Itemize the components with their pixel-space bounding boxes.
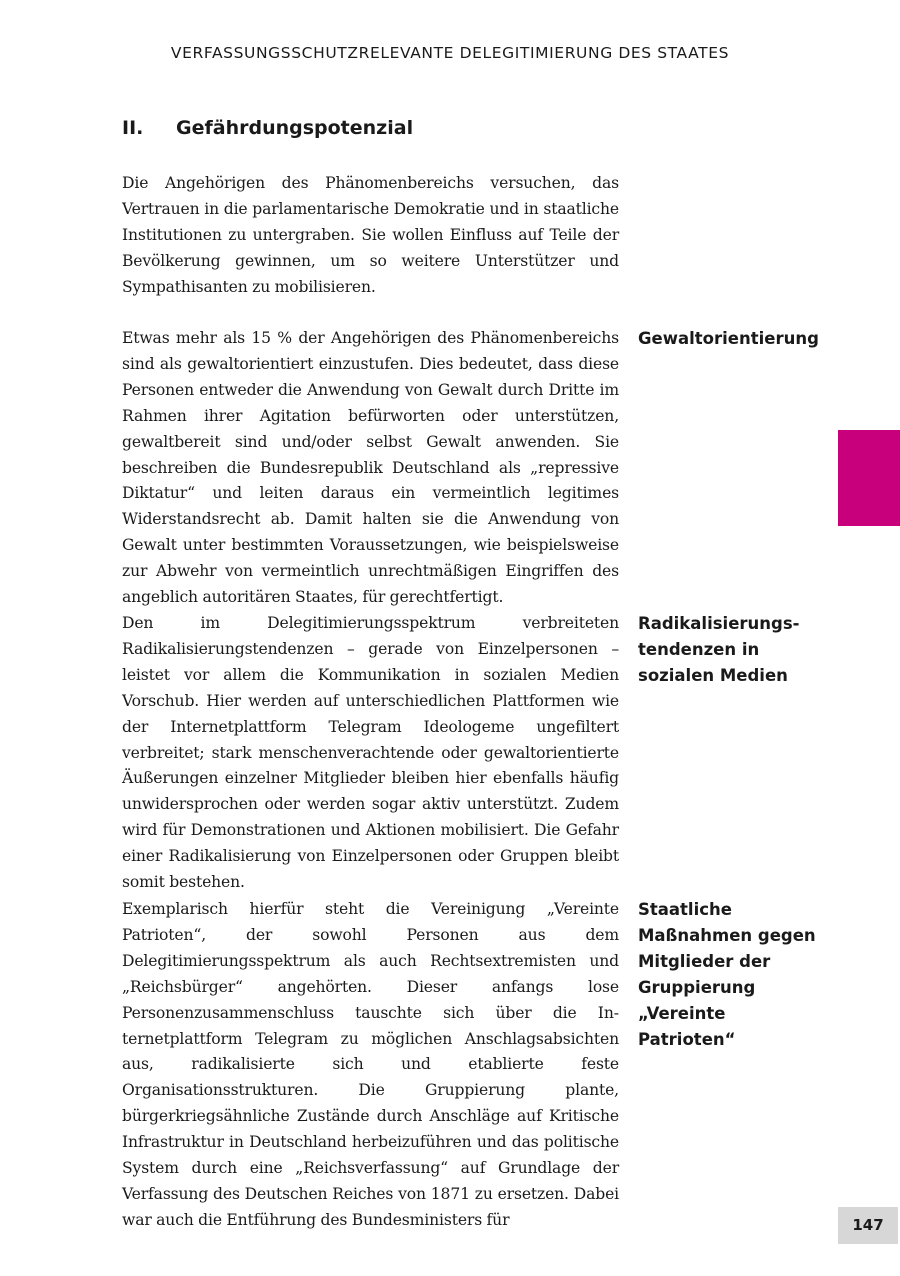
chapter-tab-marker: [838, 430, 900, 526]
running-head: VERFASSUNGSSCHUTZRELEVANTE DELEGITIMIERUNG DES STAATES: [170, 44, 730, 62]
section-title: Gefährdungspotenzial: [176, 117, 414, 139]
paragraph-vereinte-patrioten: Exemplarisch hierfür steht die Vereinigung „Vereinte Patrioten“, der sowohl Personen aus dem Delegitimierungsspektrum als auch Rechtsextremisten und „Reichsbürger“ angehörten. Dieser anfangs lose Personenzusammenschluss tauschte sich über die Internetplattform Telegram zu möglichen Anschlagsabsichten aus, radikalisierte sich und etablierte feste Organisationsstrukturen. Die Gruppierung plante, bürgerkriegsähnliche Zustände durch Anschläge auf Kritische Infrastruktur in Deutschland herbeizuführen und das politische System durch eine „Reichsverfassung“ auf Grundlage der Verfassung des Deutschen Reiches von 1871 zu ersetzen. Dabei war auch die Entführung des Bundesministers für: [122, 900, 619, 1229]
section-heading: [122, 117, 413, 139]
paragraph-gewaltorientierung: Etwas mehr als 15 % der Angehörigen des Phänomenbereichs sind als gewaltorientiert einzustufen. Dies bedeutet, dass diese Personen entweder die Anwendung von Gewalt durch Dritte im Rahmen ihrer Agitation befürworten oder unterstützen, gewaltbereit sind und/oder selbst Gewalt anwenden. Sie beschreiben die Bundesrepublik Deutschland als „repressive Diktatur“ und leiten daraus ein vermeintlich legitimes Widerstandsrecht ab. Damit halten sie die Anwendung von Gewalt unter bestimmten Voraussetzungen, wie beispielsweise zur Abwehr von vermeintlich unrechtmäßigen Eingriffen des angeblich autoritären Staates, für gerechtfertigt.: [122, 329, 619, 607]
margin-note-staatliche-massnahmen: Staatliche Maßnahmen gegen Mitglieder der Gruppierung „Vereinte Patrioten“: [638, 900, 816, 1049]
paragraph-radikalisierung: Den im Delegitimierungsspektrum verbreiteten Radikalisierungstendenzen – gerade von Einzelpersonen – leistet vor allem die Kommunikation in sozialen Medien Vorschub. Hier werden auf unterschiedlichen Plattformen wie der Internetplattform Telegram Ideologeme ungefiltert verbreitet; stark menschenverachtende oder gewaltorientierte Äußerungen einzelner Mitglieder bleiben hier ebenfalls häufig unwidersprochen oder werden sogar aktiv unterstützt. Zudem wird für Demonstrationen und Aktionen mobilisiert. Die Gefahr einer Radikalisierung von Einzelpersonen oder Gruppen bleibt somit bestehen.: [122, 614, 619, 892]
section-number: II.: [122, 117, 144, 139]
margin-note-gewaltorientierung: Gewaltorientierung: [638, 329, 819, 348]
paragraph-intro: Die Angehörigen des Phänomenbereichs versuchen, das Vertrauen in die parlamentarische Demokratie und in staatliche Institutionen zu untergraben. Sie wollen Einfluss auf Teile der Bevölkerung gewinnen, um so weitere Unterstützer und Sympathisanten zu mobilisieren.: [122, 174, 619, 296]
page-number: 147: [838, 1207, 898, 1244]
margin-note-radikalisierung: Radikalisierungstendenzen in sozialen Medien: [638, 614, 800, 685]
